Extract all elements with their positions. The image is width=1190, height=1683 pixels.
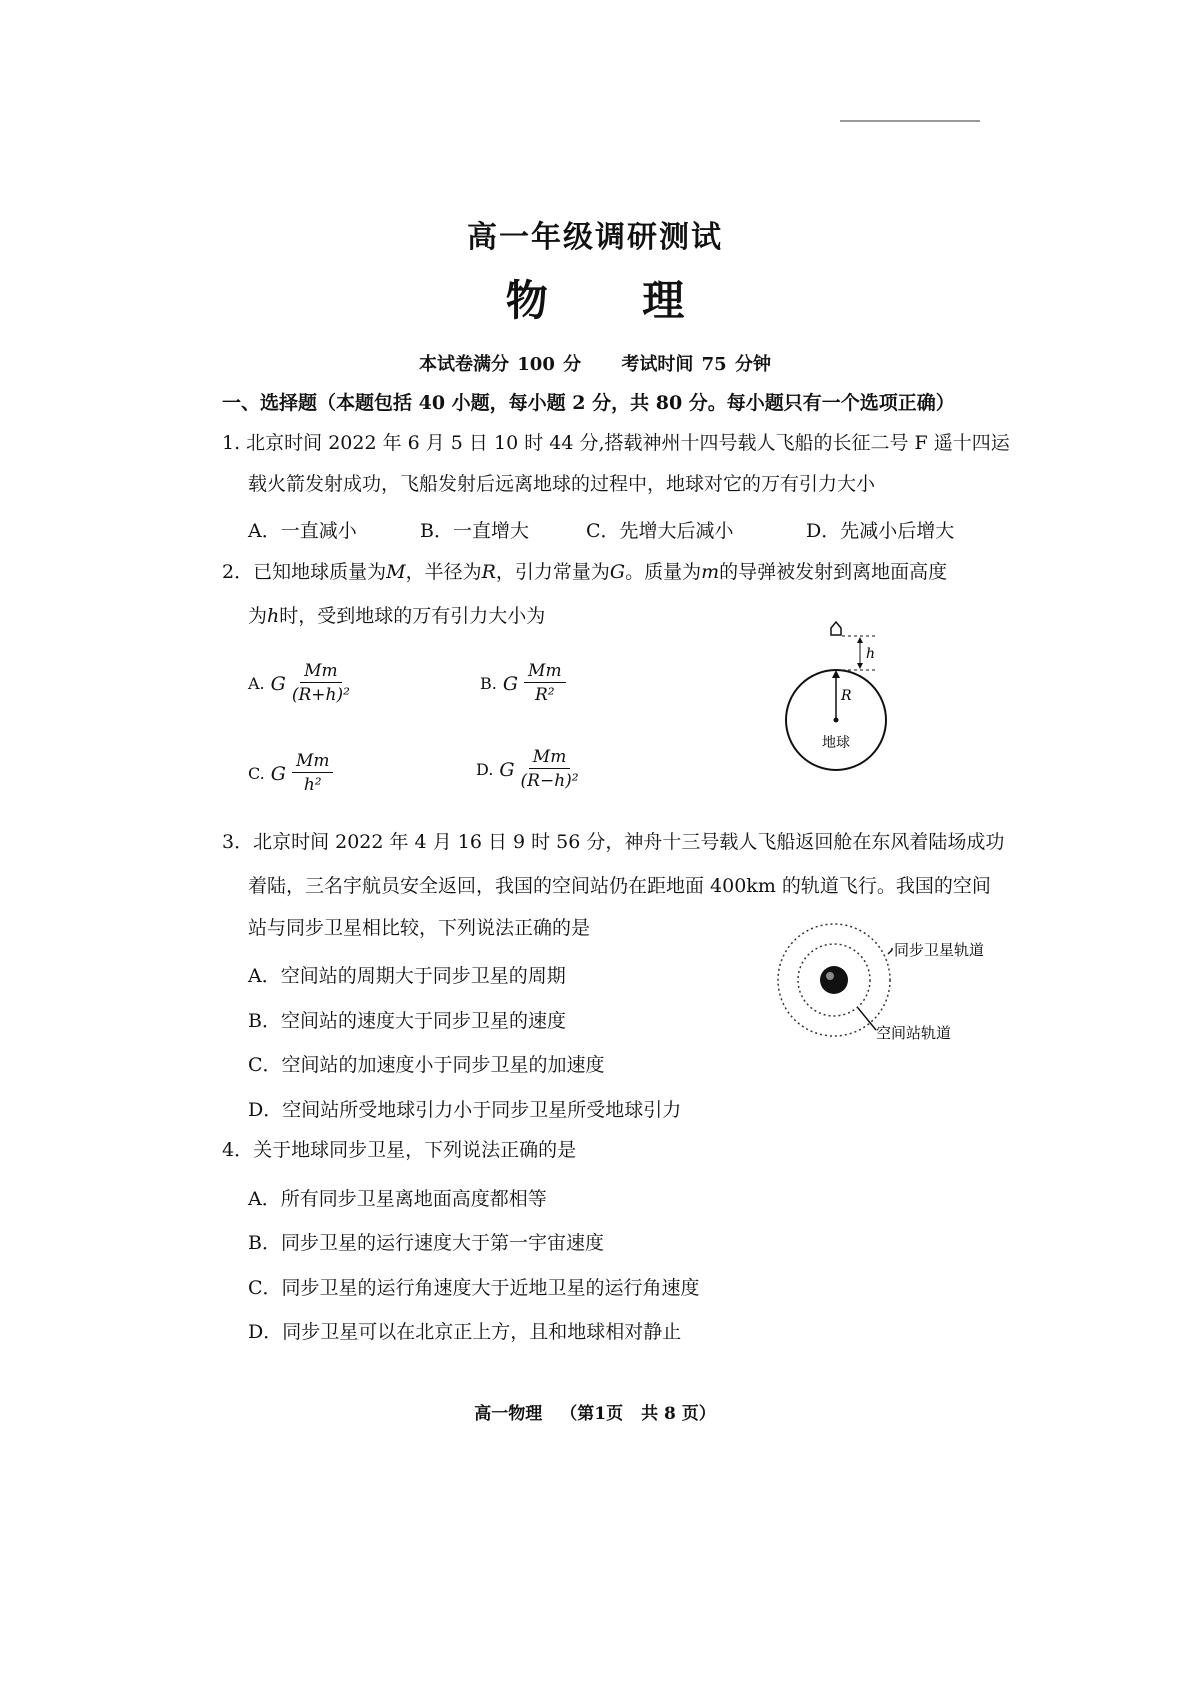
q3-line2: 着陆，三名宇航员安全返回，我国的空间站仍在距地面 400km 的轨道飞行。我国的空间	[248, 875, 991, 897]
footer-total: 共 8 页）	[641, 1404, 716, 1424]
q2-option-c: C. G $\frac{Mm}{\text{h²}}$	[248, 752, 333, 795]
sync-orbit-label: 同步卫星轨道	[894, 941, 985, 959]
page-footer	[0, 1399, 1190, 1424]
footer-subject: 高一物理	[474, 1404, 543, 1424]
q2-line2: 为h时，受到地球的万有引力大小为	[248, 605, 546, 627]
q3-option-b: B．空间站的速度大于同步卫星的速度	[248, 1010, 566, 1032]
exam-title: 高一年级调研测试	[467, 220, 723, 255]
subject-title: 物 理	[505, 276, 725, 325]
q3-option-a: A．空间站的周期大于同步卫星的周期	[248, 965, 566, 987]
q1-option-a: A．一直减小	[248, 520, 357, 542]
q1-option-c: C．先增大后减小	[586, 520, 734, 542]
h-label: h	[866, 646, 876, 662]
q1-option-b: B．一直增大	[420, 520, 529, 542]
q4-option-a: A．所有同步卫星离地面高度都相等	[248, 1188, 547, 1210]
r-label: R	[841, 688, 852, 704]
q2-option-d: D. G $\frac{Mm}{\text{(R−h)²}}$	[476, 747, 579, 791]
exam-info	[0, 350, 1190, 376]
q3-option-c: C．空间站的加速度小于同步卫星的加速度	[248, 1054, 605, 1076]
earth-ball	[820, 966, 848, 994]
earth-label: 地球	[822, 735, 850, 751]
section-heading: 一、选择题（本题包括 40 小题，每小题 2 分，共 80 分。每小题只有一个选项正确）	[222, 392, 955, 414]
earth-center-dot	[834, 718, 839, 723]
station-orbit-label: 空间站轨道	[876, 1024, 952, 1042]
q4-option-d: D．同步卫星可以在北京正上方，且和地球相对静止	[248, 1321, 682, 1343]
q3-line3: 站与同步卫星相比较，下列说法正确的是	[248, 917, 591, 939]
q2-option-b: B. G $\frac{Mm}{\text{R²}}$	[480, 662, 566, 705]
exam-time: 考试时间 75 分钟	[621, 354, 771, 375]
q4-option-c: C．同步卫星的运行角速度大于近地卫星的运行角速度	[248, 1277, 700, 1299]
q4-option-b: B．同步卫星的运行速度大于第一宇宙速度	[248, 1232, 604, 1254]
scan-artifact-line	[840, 120, 980, 122]
footer-page: （第1页	[560, 1404, 624, 1424]
q3-option-d: D．空间站所受地球引力小于同步卫星所受地球引力	[248, 1099, 682, 1121]
q3-line1: 3．北京时间 2022 年 4 月 16 日 9 时 56 分，神舟十三号载人飞船返回舱在东风着陆场成功	[222, 831, 1005, 853]
q1-option-d: D．先减小后增大	[806, 520, 955, 542]
q1-line1: 1. 北京时间 2022 年 6 月 5 日 10 时 44 分,搭载神州十四号载人飞船的长征二号 F 遥十四运	[222, 432, 1010, 454]
h-arrowhead-down	[857, 663, 863, 669]
orbit-diagram	[770, 920, 1020, 1050]
radius-arrowhead	[832, 670, 840, 678]
station-orbit-pointer	[858, 1008, 876, 1030]
earth-missile-diagram	[760, 620, 920, 780]
h-arrowhead-up	[857, 637, 863, 643]
q4-line1: 4．关于地球同步卫星，下列说法正确的是	[222, 1139, 577, 1161]
q2-option-a: A. G $\frac{Mm}{\text{(R+h)²}}$	[248, 661, 350, 705]
sync-orbit-pointer	[888, 950, 892, 954]
full-score: 本试卷满分 100 分	[419, 354, 582, 375]
earth-highlight	[826, 972, 834, 980]
missile-icon	[831, 622, 841, 635]
q1-line2: 载火箭发射成功，飞船发射后远离地球的过程中，地球对它的万有引力大小	[248, 473, 876, 495]
q2-line1: 2．已知地球质量为M，半径为R，引力常量为G。质量为m的导弹被发射到离地面高度	[222, 561, 948, 583]
